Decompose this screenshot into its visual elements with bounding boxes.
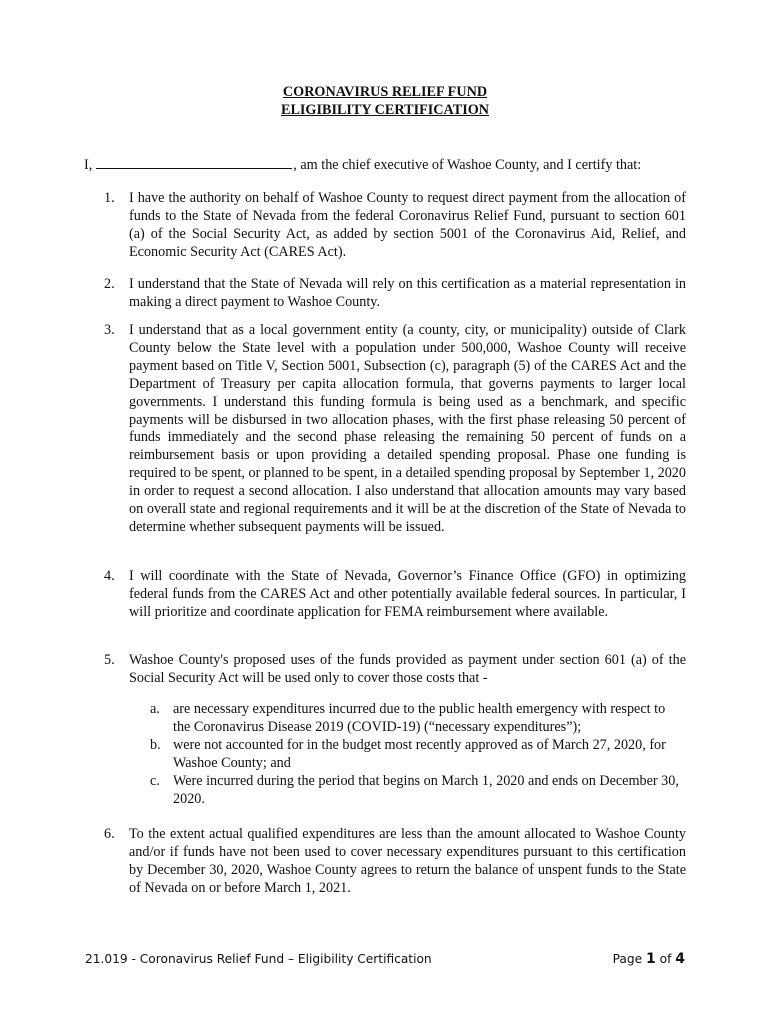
sub-item-letter: c. — [150, 773, 160, 789]
name-blank-line[interactable] — [96, 155, 292, 169]
list-item-2 — [104, 276, 686, 312]
item-number: 6. — [104, 826, 115, 842]
item-number: 4. — [104, 568, 115, 584]
item-number: 1. — [104, 190, 115, 206]
page-current: 1 — [646, 951, 656, 967]
intro-suffix: , am the chief executive of Washoe County, and I certify that: — [293, 157, 642, 173]
item-text: I have the authority on behalf of Washoe County to request direct payment from the allocation of funds to the State of Nevada from the federal Coronavirus Relief Fund, pursuant to section 601 (a) of the Social Security Act, as added by section 5001 of the Coronavirus Aid, Relief, and Economic Security Act (CARES Act). — [129, 190, 686, 260]
sub-item-b — [150, 737, 686, 773]
sub-item-text: were not accounted for in the budget most recently approved as of March 27, 2020, for Washoe County; and — [173, 737, 666, 771]
list-item-1 — [104, 190, 686, 262]
item-text: To the extent actual qualified expenditures are less than the amount allocated to Washoe County and/or if funds have not been used to cover necessary expenditures pursuant to this certification by December 30, 2020, Washoe County agrees to return the balance of unspent funds to the State of Nevada on or before March 1, 2021. — [129, 826, 686, 896]
title-line-1: CORONAVIRUS RELIEF FUND — [282, 84, 488, 100]
page-total: 4 — [675, 951, 685, 967]
item-text: I will coordinate with the State of Nevada, Governor’s Finance Office (GFO) in optimizing federal funds from the CARES Act and other potentially available federal sources. In particular, I will prioritize and coordinate application for FEMA reimbursement where available. — [129, 568, 686, 620]
sub-item-text: Were incurred during the period that begins on March 1, 2020 and ends on December 30, 2020. — [173, 773, 679, 807]
item-text: I understand that the State of Nevada will rely on this certification as a material representation in making a direct payment to Washoe County. — [129, 276, 686, 310]
list-item-6 — [104, 826, 686, 898]
page-number — [613, 951, 685, 969]
item-number: 3. — [104, 322, 115, 338]
title-line-2: ELIGIBILITY CERTIFICATION — [280, 102, 490, 118]
document-title — [0, 83, 770, 119]
item-number: 2. — [104, 276, 115, 292]
list-item-3 — [104, 322, 686, 537]
item-number: 5. — [104, 652, 115, 668]
sub-item-letter: b. — [150, 737, 161, 753]
list-item-4 — [104, 568, 686, 622]
list-item-5 — [104, 652, 686, 688]
item-text: Washoe County's proposed uses of the funds provided as payment under section 601 (a) of the Social Security Act will be used only to cover those costs that - — [129, 652, 686, 686]
footer-document-title: 21.019 - Coronavirus Relief Fund – Eligibility Certification — [85, 952, 432, 966]
sub-item-text: are necessary expenditures incurred due to the public health emergency with respect to the Coronavirus Disease 2019 (COVID-19) (“necessary expenditures”); — [173, 701, 666, 735]
sub-item-letter: a. — [150, 701, 160, 717]
certification-intro — [84, 155, 684, 175]
page-word: Page — [612, 952, 643, 966]
intro-prefix: I, — [84, 157, 93, 173]
item-text: I understand that as a local government entity (a county, city, or municipality) outside of Clark County below the State level with a population under 500,000, Washoe County will receive payment based on Title V, Section 5001, Subsection (c), paragraph (5) of the CARES Act and the Department of Treasury per capita allocation formula, that governs payments to larger local governments. I understand this funding formula is being used as a benchmark, and specific payments will be disbursed in two allocation phases, with the first phase releasing 50 percent of funds immediately and the second phase releasing the remaining 50 percent of funds on a reimbursement basis or upon providing a detailed spending proposal. Phase one funding is required to be spent, or planned to be spent, in a detailed spending proposal by September 1, 2020 in order to request a second allocation. I also understand that allocation amounts may vary based on overall state and regional requirements and it will be at the discretion of the State of Nevada to determine whether subsequent payments will be issued. — [129, 322, 686, 535]
sub-item-a — [150, 701, 686, 737]
sub-item-c — [150, 773, 686, 809]
of-word: of — [659, 952, 672, 966]
